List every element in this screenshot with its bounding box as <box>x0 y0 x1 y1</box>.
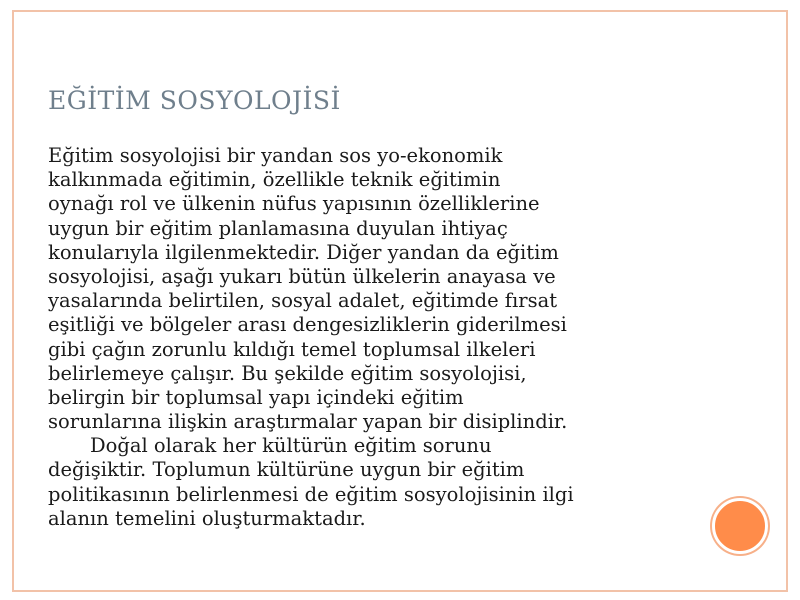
body-line: uygun bir eğitim planlamasına duyulan ihtiyaç <box>48 216 508 240</box>
body-line: alanın temelini oluşturmaktadır. <box>48 506 366 530</box>
body-line: değişiktir. Toplumun kültürüne uygun bir eğitim <box>48 458 525 482</box>
body-line: yasalarında belirtilen, sosyal adalet, eğitimde fırsat <box>48 289 558 313</box>
body-line: sosyolojisi, aşağı yukarı bütün ülkelerin anayasa ve <box>48 264 556 288</box>
body-line: belirlemeye çalışır. Bu şekilde eğitim sosyolojisi, <box>48 361 527 385</box>
body-line: Eğitim sosyolojisi bir yandan sos yo-ekonomik <box>48 144 503 167</box>
body-line: belirgin bir toplumsal yapı içindeki eğitim <box>48 385 464 409</box>
body-line: politikasının belirlenmesi de eğitim sosyolojisinin ilgi <box>48 482 574 506</box>
body-line: kalkınmada eğitimin, özellikle teknik eğitimin <box>48 168 501 192</box>
decorative-circle-icon <box>712 498 768 554</box>
body-line: eşitliği ve bölgeler arası dengesizliklerin giderilmesi <box>48 313 567 337</box>
body-line: oynağı rol ve ülkenin nüfus yapısının özelliklerine <box>48 192 540 216</box>
body-line: gibi çağın zorunlu kıldığı temel toplumsal ilkeleri <box>48 337 536 361</box>
slide-body <box>48 144 768 531</box>
body-line: Doğal olarak her kültürün eğitim sorunu <box>90 434 492 458</box>
body-line: sorunlarına ilişkin araştırmalar yapan bir disiplindir. <box>48 410 568 434</box>
slide-title: EĞİTİM SOSYOLOJİSİ <box>48 86 341 115</box>
body-line: konularıyla ilgilenmektedir. Diğer yandan da eğitim <box>48 240 559 264</box>
